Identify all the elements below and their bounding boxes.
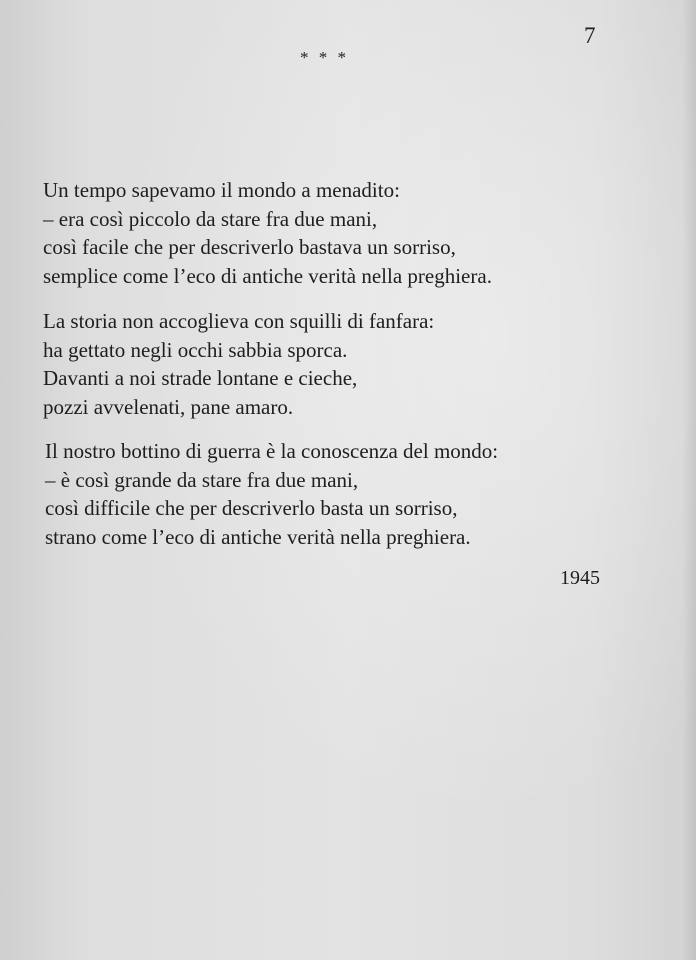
poem-line: strano come l’eco di antiche verità nella preghiera.	[45, 524, 471, 549]
poem-line: Davanti a noi strade lontane e cieche,	[43, 366, 358, 390]
poem-line: così difficile che per descriverlo basta un sorriso,	[45, 496, 458, 520]
poem-line: così facile che per descriverlo bastava un sorriso,	[43, 235, 456, 259]
poem-line: ha gettato negli occhi sabbia sporca.	[43, 337, 348, 362]
poem-line: La storia non accoglieva con squilli di fanfara:	[43, 309, 435, 333]
poem-line: Un tempo sapevamo il mondo a menadito:	[43, 178, 400, 202]
poem-line: pozzi avvelenati, pane amaro.	[43, 394, 294, 419]
poem-line: – è così grande da stare fra due mani,	[45, 467, 359, 492]
poem-stanza-1	[43, 176, 492, 290]
poem-line: – era così piccolo da stare fra due mani,	[43, 206, 378, 231]
page-number: 7	[584, 23, 596, 48]
poem-line: Il nostro bottino di guerra è la conoscenza del mondo:	[45, 439, 499, 463]
page-edge-shadow	[682, 0, 696, 960]
section-separator: * * *	[300, 48, 349, 67]
poem-date: 1945	[560, 567, 600, 589]
poem-stanza-2	[43, 307, 434, 421]
poem-stanza-3	[45, 437, 498, 551]
poem-line: semplice come l’eco di antiche verità nella preghiera.	[43, 263, 492, 288]
